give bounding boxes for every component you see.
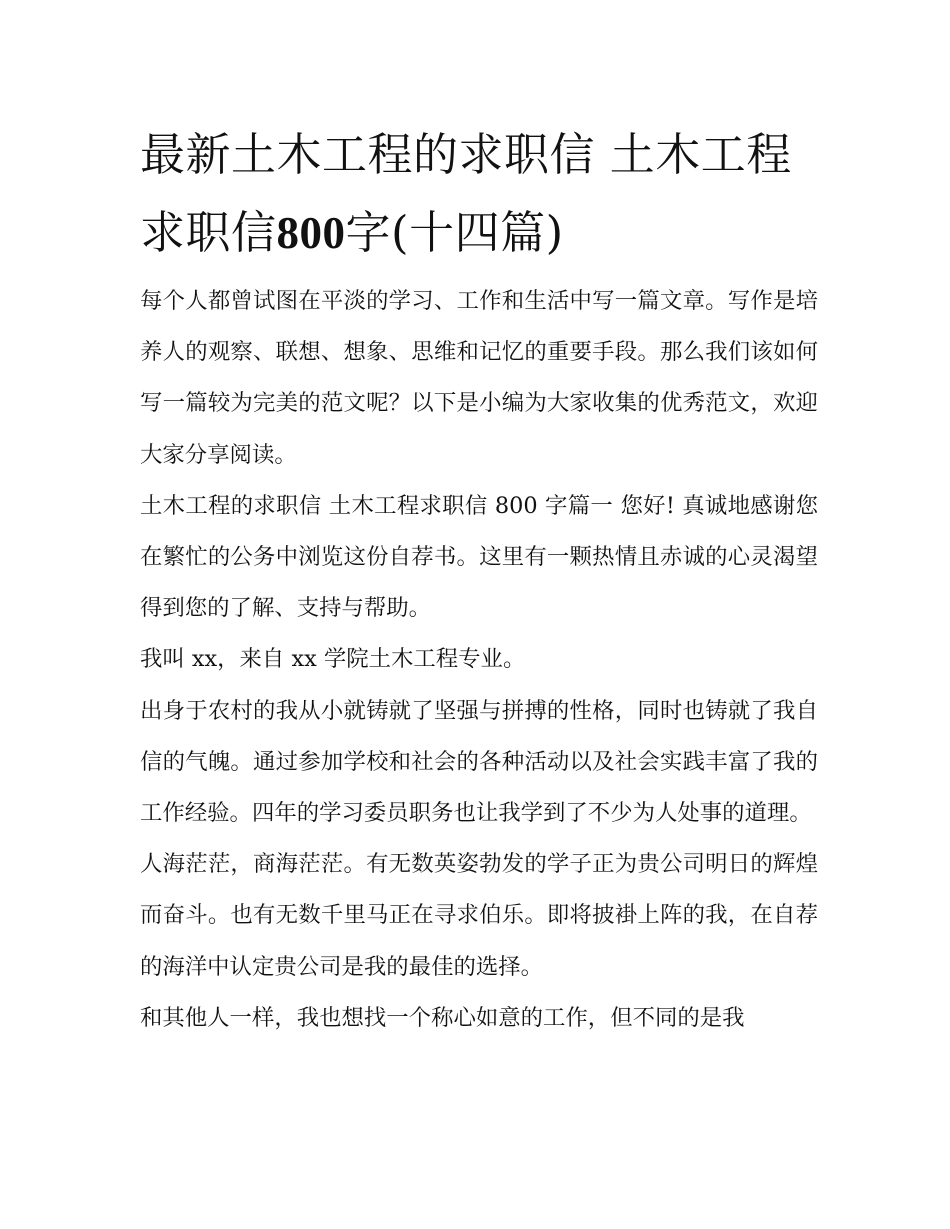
paragraph-motivation: 人海茫茫，商海茫茫。有无数英姿勃发的学子正为贵公司明日的辉煌而奋斗。也有无数千里马正在寻求伯乐。即将披褂上阵的我，在自荐的海洋中认定贵公司是我的最佳的选择。 xyxy=(140,851,818,980)
title-number: 800 xyxy=(276,208,346,258)
paragraph-intro: 每个人都曾试图在平淡的学习、工作和生活中写一篇文章。写作是培养人的观察、联想、想象、思维和记忆的重要手段。那么我们该如何写一篇较为完美的范文呢？以下是小编为大家收集的优秀范文，欢迎大家分享阅读。 xyxy=(140,288,818,468)
paragraph-closing: 和其他人一样，我也想找一个称心如意的工作，但不同的是我 xyxy=(140,1004,745,1031)
paragraph-background: 出身于农村的我从小就铸就了坚强与拼搏的性格，同时也铸就了我自信的气魄。通过参加学校和社会的各种活动以及社会实践丰富了我的工作经验。四年的学习委员职务也让我学到了不少为人处事的道理。 xyxy=(140,697,818,827)
title-text-part1: 最新土木工程的求职信 土木工程求职信 xyxy=(140,128,792,259)
document-body xyxy=(140,276,818,1044)
document-title xyxy=(140,116,820,272)
paragraph-greeting: 土木工程的求职信 土木工程求职信 800 字篇一 您好! 真诚地感谢您在繁忙的公务中浏览这份自荐书。这里有一颗热情且赤诚的心灵渴望得到您的了解、支持与帮助。 xyxy=(140,492,818,622)
paragraph-introduction: 我叫 xx，来自 xx 学院土木工程专业。 xyxy=(140,646,526,673)
title-text-part2: 字(十四篇) xyxy=(345,206,564,259)
